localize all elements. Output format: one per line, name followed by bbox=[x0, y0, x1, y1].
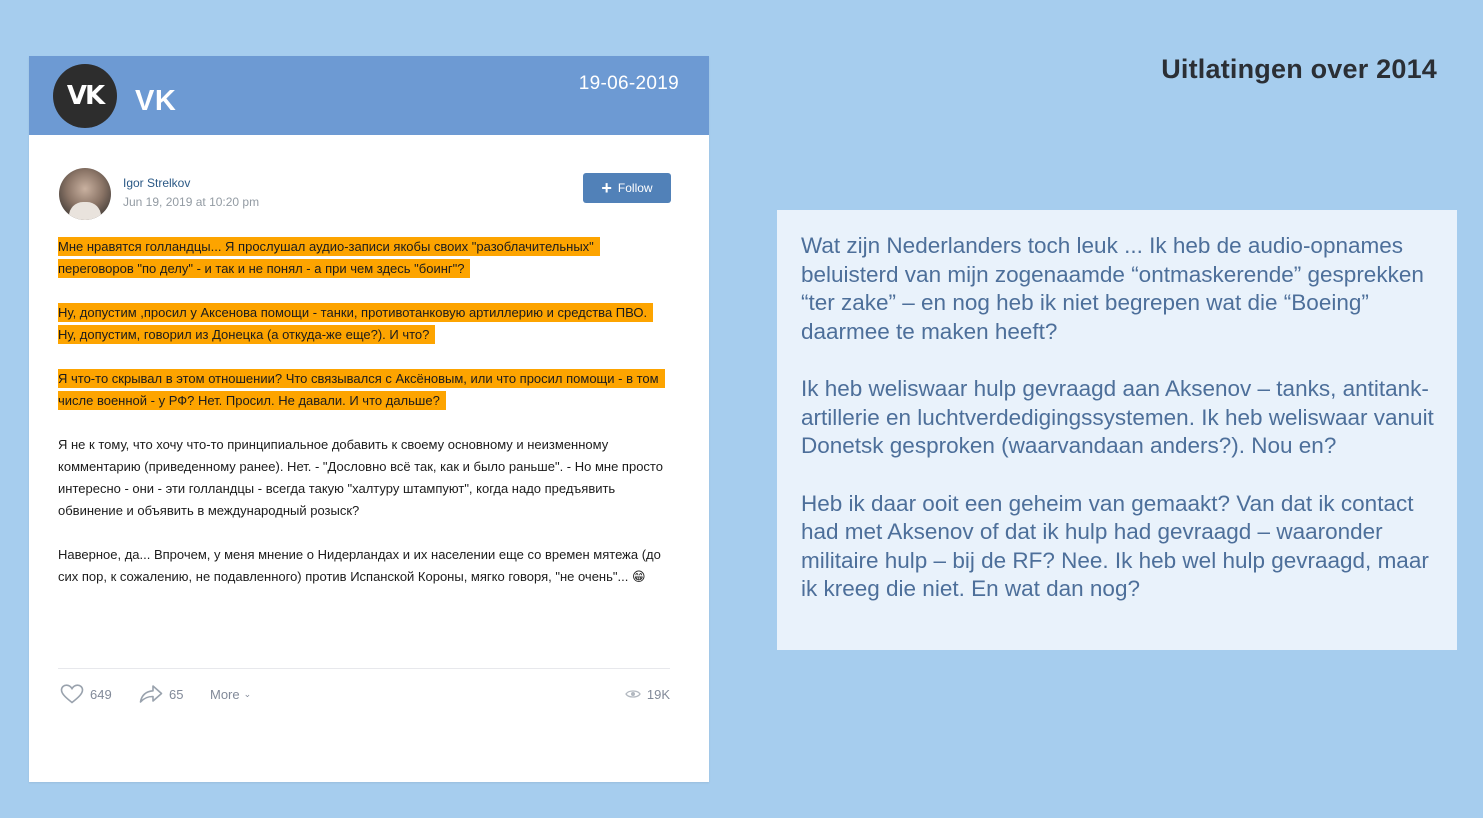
share-button[interactable] bbox=[139, 683, 183, 705]
post-paragraph bbox=[58, 236, 668, 280]
post-text bbox=[58, 236, 668, 610]
translation-panel bbox=[777, 210, 1457, 650]
avatar[interactable] bbox=[59, 168, 111, 220]
post-actions bbox=[58, 683, 670, 705]
highlighted-text: Ну, допустим ,просил у Аксенова помощи - танки, противотанковую артиллерию и средства ПВО. Ну, допустим, говорил из Донецка (а откуда-же еще?). И что? bbox=[58, 303, 653, 344]
paragraph-text: Я не к тому, что хочу что-то принципиальное добавить к своему основному и неизменному комментарию (приведенному ранее). Нет. - "Дословно всё так, как и было раньше". - Но мне просто интересно - они - эти голландцы - всегда такую "халтуру штампуют", когда надо предъявить обвинение и объявить в международный розыск? bbox=[58, 437, 663, 518]
eye-icon bbox=[625, 688, 641, 700]
highlighted-text: Мне нравятся голландцы... Я прослушал аудио-записи якобы своих "разоблачительных" переговоров "по делу" - и так и не понял - а при чем здесь "боинг"? bbox=[58, 237, 600, 278]
follow-button[interactable] bbox=[583, 173, 671, 203]
translation-paragraph: Wat zijn Nederlanders toch leuk ... Ik heb de audio-opnames beluisterd van mijn zogenaamde “ontmaskerende” gesprekken “ter zake” – en nog heb ik niet begrepen wat die “Boeing” daarmee te maken heeft? bbox=[801, 233, 1424, 344]
slide-title: Uitlatingen over 2014 bbox=[1161, 54, 1437, 84]
author-name[interactable]: Igor Strelkov bbox=[123, 176, 191, 190]
divider bbox=[58, 668, 670, 669]
follow-button-label: Follow bbox=[617, 181, 653, 195]
post-paragraph bbox=[58, 544, 668, 588]
chevron-down-icon: ⌄ bbox=[243, 688, 252, 699]
vk-post-card bbox=[29, 56, 709, 782]
more-label: More bbox=[210, 686, 240, 702]
plus-icon: + bbox=[601, 178, 612, 198]
translation-paragraph: Heb ik daar ooit een geheim van gemaakt? Van dat ik contact had met Aksenov of dat ik hulp had gevraagd – waaronder militaire hulp – bij de RF? Nee. Ik heb wel hulp gevraagd, maar ik kreeg die niet. En wat dan nog? bbox=[801, 490, 1429, 601]
more-button[interactable] bbox=[210, 683, 251, 705]
post-paragraph bbox=[58, 302, 668, 346]
post-paragraph bbox=[58, 368, 668, 412]
highlighted-text: Я что-то скрывал в этом отношении? Что связывался с Аксёновым, или что просил помощи - в том числе военной - у РФ? Нет. Просил. Не давали. И что дальше? bbox=[58, 369, 665, 410]
share-count: 65 bbox=[169, 686, 184, 702]
view-count bbox=[625, 683, 670, 705]
vk-logo-icon: VK bbox=[53, 64, 117, 128]
vk-brand-name: VK bbox=[135, 85, 177, 117]
translation-paragraph: Ik heb weliswaar hulp gevraagd aan Aksenov – tanks, antitank-artillerie en luchtverdedigingssystemen. Ik heb weliswaar vanuit Donetsk gesproken (waarvandaan anders?). Nou en? bbox=[801, 376, 1434, 458]
paragraph-text: Наверное, да... Впрочем, у меня мнение о Нидерландах и их населении еще со времен мятежа (до сих пор, к сожалению, не подавленного) против Испанской Короны, мягко говоря, "не очень"... 😁 bbox=[58, 547, 661, 584]
like-count: 649 bbox=[90, 686, 112, 702]
post-timestamp[interactable]: Jun 19, 2019 at 10:20 pm bbox=[123, 195, 260, 209]
share-icon bbox=[139, 684, 163, 704]
vk-header bbox=[29, 56, 709, 135]
heart-icon bbox=[60, 684, 84, 704]
post-paragraph bbox=[58, 434, 668, 522]
views-count: 19K bbox=[646, 686, 670, 702]
post-date: 19-06-2019 bbox=[578, 73, 679, 94]
like-button[interactable] bbox=[60, 683, 112, 705]
